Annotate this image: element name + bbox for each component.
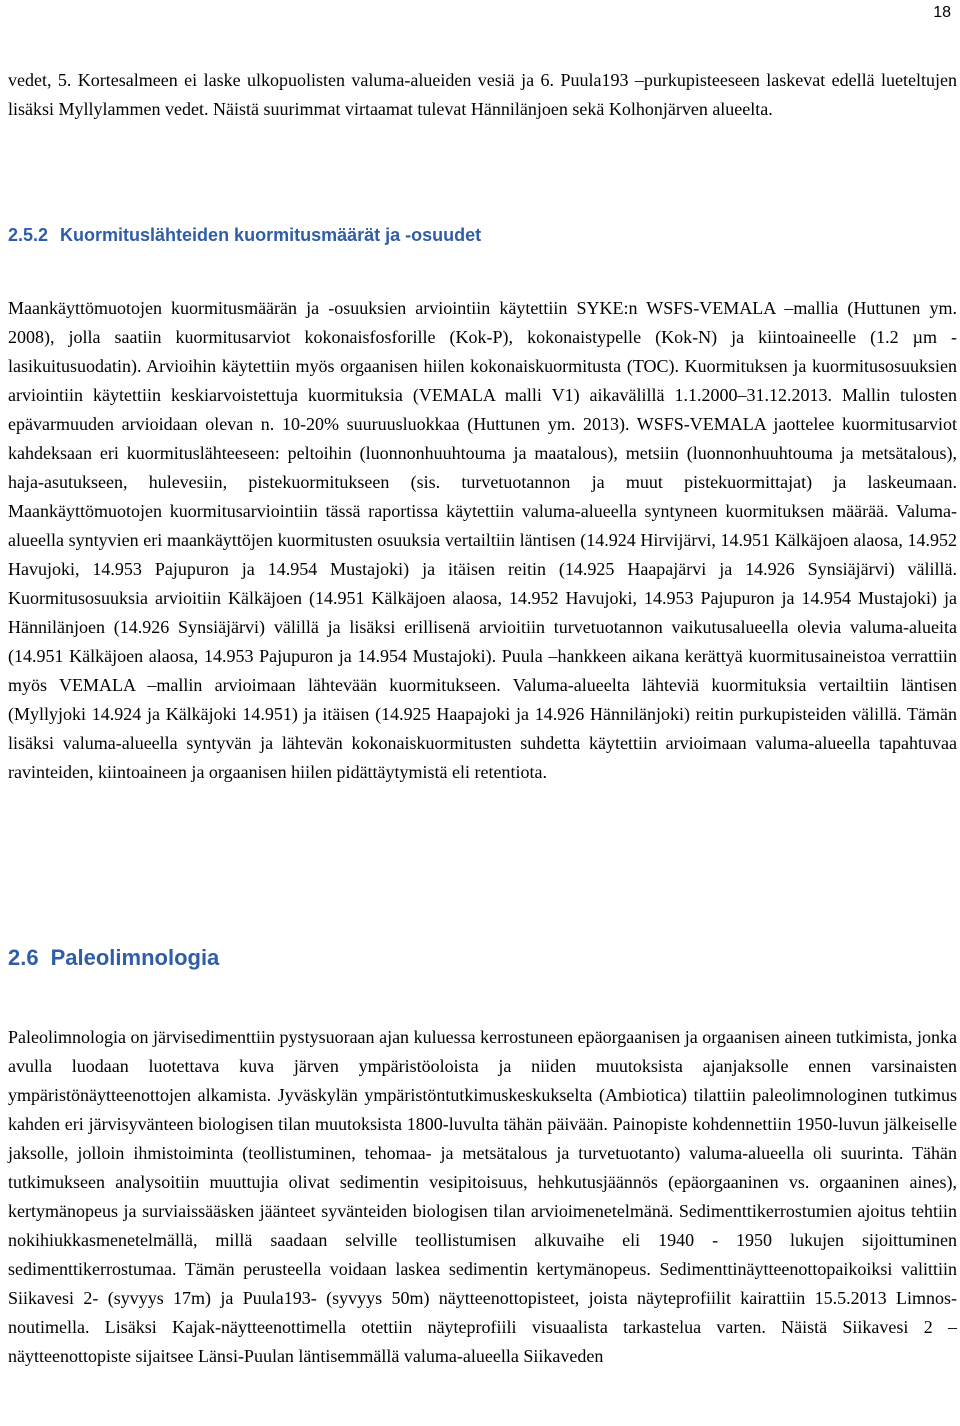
body-paragraph-paleolimnology: Paleolimnologia on järvisedimenttiin pystysuoraan ajan kuluessa kerrostuneen epäorgaanisen ja orgaanisen aineen tutkimista, jonka avulla luodaan luotettava kuva järven ympäristöoloista ja niiden muutoksista ajanjaksolle ennen varsinaisten ympäristönäytteenottojen alkamista. Jyväskylän ympäristöntutkimuskeskukselta (Ambiotica) tilattiin paleolimnologinen tutkimus kahden eri järvisyvänteen biologisen tilan muutoksista 1800-luvulta tähän päivään. Painopiste kohdennettiin 1950-luvun jälkeiselle jaksolle, jolloin ihmistoiminta (teollistuminen, tehomaa- ja metsätalous ja turvetuotanto) valuma-alueella oli suurinta. Tähän tutkimukseen analysoitiin muuttujia olivat sedimentin vesipitoisuus, hehkutusjäännös (epäorgaaninen vs. orgaaninen aines), kertymänopeus ja surviaissääsken jäänteet syvänteiden biologisen tilan arvioimenetelmänä. Sedimenttikerrostumien ajoitus tehtiin nokihiukkasmenetelmällä, millä saadaan selville teollistumisen alkuvaihe eli 1940 - 1950 lukujen sijoittuminen sedimenttikerrostumaa. Tämän perusteella voidaan laskea sedimentin kertymänopeus. Sedimenttinäytteenottopaikoiksi valittiin Siikavesi 2- (syvyys 17m) ja Puula193- (syvyys 50m) näytteenottopisteet, joista näyteprofiilit kairattiin 15.5.2013 Limnos-noutimella. Lisäksi Kajak-näytteenottimella otettiin näyteprofiili visuaalista tarkastelua varten. Näistä Siikavesi 2 –näytteenottopiste sijaitsee Länsi-Puulan läntisemmällä valuma-alueella Siikaveden: [8, 1027, 957, 1366]
section-heading-2-5-2: [8, 222, 481, 248]
section-number: 2.5.2: [8, 225, 49, 245]
section-title: Kuormituslähteiden kuormitusmäärät ja -osuudet: [60, 225, 482, 245]
body-paragraph-loading: Maankäyttömuotojen kuormitusmäärän ja -osuuksien arviointiin käytettiin SYKE:n WSFS-VEMALA –mallia (Huttunen ym. 2008), jolla saatiin kuormitusarviot kokonaisfosforille (Kok-P), kokonaistypelle (Kok-N) ja kiintoaineelle (1.2 µm -lasikuitusuodatin). Arvioihin käytettiin myös orgaanisen hiilen kokonaiskuormitusta (TOC). Kuormituksen ja kuormitusosuuksien arviointiin käytettiin keskiarvoistettuja kuormituksia (VEMALA malli V1) aikavälillä 1.1.2000–31.12.2013. Mallin tulosten epävarmuuden arvioidaan olevan n. 10-20% suuruusluokkaa (Huttunen ym. 2013). WSFS-VEMALA jaottelee kuormitusarviot kahdeksaan eri kuormituslähteeseen: peltoihin (luonnonhuuhtouma ja maatalous), metsiin (luonnonhuuhtouma ja metsätalous), haja-asutukseen, hulevesiin, pistekuormitukseen (sis. turvetuotannon ja muut pistekuormittajat) ja laskeumaan. Maankäyttömuotojen kuormitusarviointiin tässä raportissa käytettiin valuma-alueella syntyneen kuormituksen määrää. Valuma-alueella syntyvien eri maankäyttöjen kuormitusten osuuksia vertailtiin läntisen (14.924 Hirvijärvi, 14.951 Kälkäjoen alaosa, 14.952 Havujoki, 14.953 Pajupuron ja 14.954 Mustajoki) ja itäisen reitin (14.925 Haapajärvi ja 14.926 Synsiäjärvi) välillä. Kuormitusosuuksia arvioitiin Kälkäjoen (14.951 Kälkäjoen alaosa, 14.952 Havujoki, 14.953 Pajupuron ja 14.954 Mustajoki) ja Hännilänjoen (14.926 Synsiäjärvi) välillä ja lisäksi erillisenä arvioitiin turvetuotannon vaikutusalueella olevia valuma-alueita (14.951 Kälkäjoen alaosa, 14.953 Pajupuron ja 14.954 Mustajoki). Puula –hankkeen aikana kerättyä kuormitusaineistoa verrattiin myös VEMALA –mallin arvioimaan lähtevään kuormitukseen. Valuma-alueelta lähteviä kuormituksia vertailtiin läntisen (Myllyjoki 14.924 ja Kälkäjoki 14.951) ja itäisen (14.925 Haapajoki ja 14.926 Hännilänjoki) reitin purkupisteiden välillä. Tämän lisäksi valuma-alueella syntyvän ja lähtevän kokonaiskuormitusten suhdetta käytettiin arvioimaan valuma-alueella tapahtuvaa ravinteiden, kiintoaineen ja orgaanisen hiilen pidättäytymistä eli retentiota.: [8, 298, 957, 782]
section-heading-2-6: [8, 942, 219, 974]
section-number: 2.6: [8, 945, 39, 970]
page-number: 18: [933, 4, 951, 21]
section-title: Paleolimnologia: [50, 945, 220, 970]
intro-paragraph: vedet, 5. Kortesalmeen ei laske ulkopuolisten valuma-alueiden vesiä ja 6. Puula193 –purkupisteeseen laskevat edellä lueteltujen lisäksi Myllylammen vedet. Näistä suurimmat virtaamat tulevat Hännilänjoen sekä Kolhonjärven alueelta.: [8, 70, 957, 119]
